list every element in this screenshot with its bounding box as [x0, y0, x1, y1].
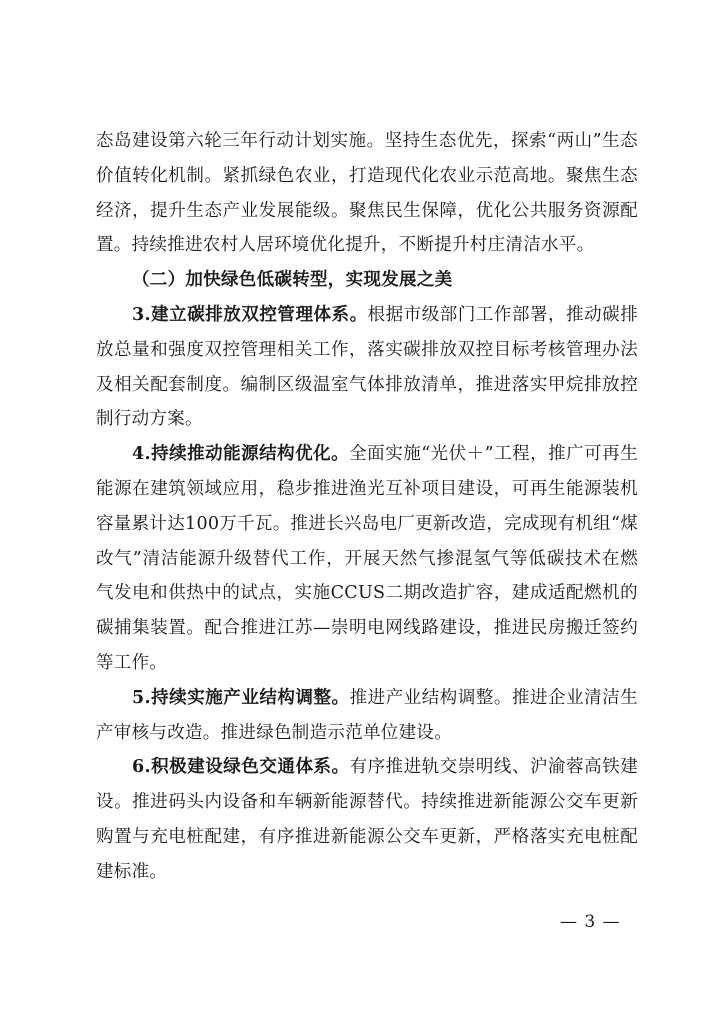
item-lead-5: 5.持续实施产业结构调整。: [132, 687, 350, 708]
item-text-4: 全面实施“光伏＋”工程，推广可再生能源在建筑领域应用，稳步推进渔光互补项目建设，可再生能源装机容量累计达100万千瓦。推进长兴岛电厂更新改造，完成现有机组“煤改气”清洁能源升级替代工作，开展天然气掺混氢气等低碳技术在燃气发电和供热中的试点，实施CCUS二期改造扩容，建成适配燃机的碳捕集装置。配合推进江苏—崇明电网线路建设，推进民房搬迁签约等工作。: [96, 444, 638, 673]
item-text-5: 推进产业结构调整。推进企业清洁生产审核与改造。推进绿色制造示范单位建设。: [96, 687, 638, 743]
item-text-3: 根据市级部门工作部署，推动碳排放总量和强度双控管理相关工作，落实碳排放双控目标考核管理办法及相关配套制度。编制区级温室气体排放清单，推进落实甲烷排放控制行动方案。: [96, 304, 639, 430]
item-text-6: 有序推进轨交崇明线、沪渝蓉高铁建设。推进码头内设备和车辆新能源替代。持续推进新能源公交车更新购置与充电桩配建，有序推进新能源公交车更新，严格落实充电桩配建标准。: [96, 757, 638, 882]
item-lead-3: 3.建立碳排放双控管理体系。: [132, 304, 368, 325]
item-lead-4: 4.持续推动能源结构优化。: [132, 444, 350, 465]
document-body: [96, 124, 638, 890]
item-paragraph-4: [96, 437, 638, 681]
item-lead-6: 6.积极建设绿色交通体系。: [132, 757, 350, 778]
item-paragraph-3: [96, 298, 638, 437]
item-paragraph-5: [96, 681, 638, 751]
page-number: — 3 —: [560, 912, 621, 932]
continuation-paragraph: 态岛建设第六轮三年行动计划实施。坚持生态优先，探索“两山”生态价值转化机制。紧抓绿色农业，打造现代化农业示范高地。聚焦生态经济，提升生态产业发展能级。聚焦民生保障，优化公共服务资源配置。持续推进农村人居环境优化提升，不断提升村庄清洁水平。: [96, 131, 638, 256]
item-paragraph-6: [96, 750, 638, 889]
section-heading: （二）加快绿色低碳转型，实现发展之美: [132, 270, 453, 291]
